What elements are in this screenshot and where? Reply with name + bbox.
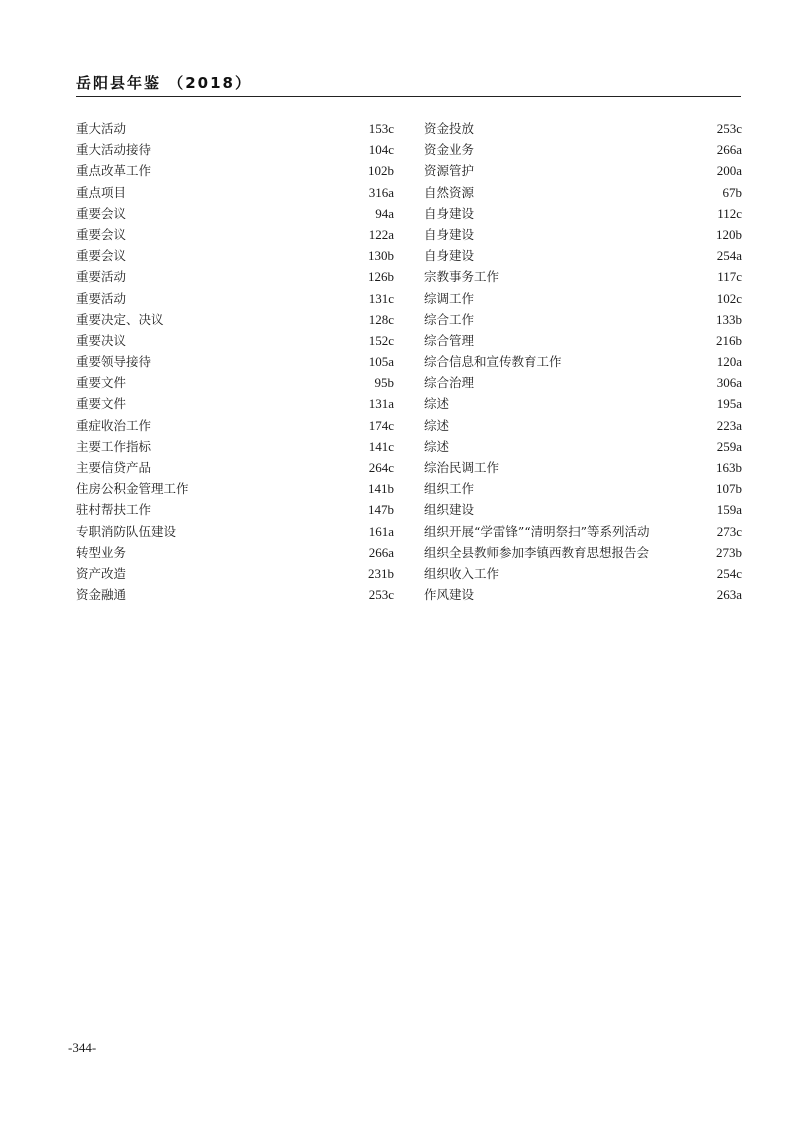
index-entry xyxy=(424,393,742,414)
index-term: 转型业务 xyxy=(76,544,127,560)
index-page-ref: 131c xyxy=(368,290,394,306)
index-entry xyxy=(76,563,394,584)
index-page-ref: 152c xyxy=(368,332,394,348)
index-page-ref: 231b xyxy=(368,565,394,581)
index-term: 重点项目 xyxy=(76,184,127,200)
index-entry xyxy=(76,351,394,372)
index-page-ref: 306a xyxy=(716,375,742,391)
index-entry xyxy=(424,415,742,436)
index-page-ref: 253c xyxy=(716,121,742,136)
index-term: 综述 xyxy=(424,417,450,433)
index-page-ref: 126b xyxy=(368,269,394,285)
index-entry xyxy=(424,118,742,139)
index-entry xyxy=(76,182,394,203)
index-page-ref: 273b xyxy=(716,544,742,560)
index-page-ref: 107b xyxy=(716,481,742,497)
index-entry xyxy=(76,330,394,351)
index-entry xyxy=(76,415,394,436)
index-page-ref: 163b xyxy=(716,460,742,475)
index-term: 综治民调工作 xyxy=(424,460,500,475)
index-term: 重要文件 xyxy=(76,375,127,391)
index-entry xyxy=(424,224,742,245)
index-entry xyxy=(424,245,742,266)
index-entry xyxy=(424,436,742,457)
index-term: 综述 xyxy=(424,396,450,412)
index-page-ref: 94a xyxy=(375,205,394,221)
index-term: 组织开展“学雷锋”“清明祭扫”等系列活动 xyxy=(424,523,650,539)
index-term: 重症收治工作 xyxy=(76,417,152,433)
index-term: 综合工作 xyxy=(424,311,475,327)
index-term: 资金业务 xyxy=(424,142,475,158)
index-term: 资源管护 xyxy=(424,163,475,179)
index-page-ref: 120a xyxy=(716,354,742,370)
index-page-ref: 131a xyxy=(368,396,394,412)
index-page-ref: 259a xyxy=(716,438,742,454)
index-term: 综调工作 xyxy=(424,290,475,306)
index-page-ref: 195a xyxy=(716,396,742,412)
index-entry xyxy=(424,478,742,499)
index-page-ref: 105a xyxy=(368,354,394,370)
index-page-ref: 264c xyxy=(368,460,394,475)
index-entry xyxy=(76,160,394,181)
index-term: 重要会议 xyxy=(76,226,127,242)
index-term: 专职消防队伍建设 xyxy=(76,523,177,539)
index-entry xyxy=(76,224,394,245)
index-term: 组织收入工作 xyxy=(424,565,500,581)
book-title: 岳阳县年鉴 （2018） xyxy=(76,74,252,92)
index-page-ref: 104c xyxy=(368,142,394,158)
index-term: 综合管理 xyxy=(424,332,475,348)
index-term: 重要文件 xyxy=(76,396,127,412)
index-term: 重要决议 xyxy=(76,332,127,348)
index-column-right xyxy=(424,118,742,605)
index-term: 自然资源 xyxy=(424,184,475,200)
index-page-ref: 141b xyxy=(368,481,394,497)
index-term: 组织全县教师参加李镇西教育思想报告会 xyxy=(424,544,650,560)
index-entry xyxy=(424,563,742,584)
index-page-ref: 200a xyxy=(716,163,742,179)
index-page-ref: 112c xyxy=(717,205,742,221)
index-term: 自身建设 xyxy=(424,205,475,221)
index-page-ref: 117c xyxy=(717,269,742,285)
index-entry xyxy=(424,203,742,224)
index-term: 宗教事务工作 xyxy=(424,269,500,285)
index-term: 组织建设 xyxy=(424,502,475,518)
index-page-ref: 102c xyxy=(716,290,742,306)
index-entry xyxy=(76,372,394,393)
index-page-ref: 159a xyxy=(716,502,742,518)
index-entry xyxy=(76,118,394,139)
index-entry xyxy=(424,160,742,181)
index-entry xyxy=(424,542,742,563)
index-entry xyxy=(424,266,742,287)
index-term: 重要会议 xyxy=(76,205,127,221)
index-entry xyxy=(424,309,742,330)
index-page-ref: 102b xyxy=(368,163,394,179)
index-entry xyxy=(76,584,394,605)
index-entry xyxy=(424,351,742,372)
index-term: 重要领导接待 xyxy=(76,354,152,370)
index-page-ref: 128c xyxy=(368,311,394,327)
index-entry xyxy=(424,288,742,309)
index-entry xyxy=(424,457,742,478)
index-page-ref: 130b xyxy=(368,248,394,264)
index-page-ref: 95b xyxy=(374,375,394,391)
index-entry xyxy=(424,499,742,520)
running-header xyxy=(76,70,741,97)
index-entry xyxy=(76,288,394,309)
index-entry xyxy=(424,372,742,393)
index-page-ref: 147b xyxy=(368,502,394,518)
index-page-ref: 266a xyxy=(716,142,742,158)
index-entry xyxy=(76,542,394,563)
index-term: 重要决定、决议 xyxy=(76,311,164,327)
index-entry xyxy=(424,182,742,203)
index-page-ref: 133b xyxy=(716,311,742,327)
index-entry xyxy=(424,584,742,605)
index-entry xyxy=(76,139,394,160)
index-page-ref: 153c xyxy=(368,121,394,136)
index-entry xyxy=(76,457,394,478)
index-term: 重要活动 xyxy=(76,269,127,285)
index-page-ref: 141c xyxy=(368,438,394,454)
index-page-ref: 67b xyxy=(722,184,742,200)
page-number: -344- xyxy=(68,1040,97,1055)
index-term: 重大活动接待 xyxy=(76,142,152,158)
index-term: 重大活动 xyxy=(76,121,127,136)
index-term: 综合信息和宣传教育工作 xyxy=(424,354,562,370)
index-entry xyxy=(76,436,394,457)
index-entry xyxy=(76,266,394,287)
index-term: 主要信贷产品 xyxy=(76,460,152,475)
index-term: 作风建设 xyxy=(424,587,475,603)
index-entry xyxy=(424,521,742,542)
index-entry xyxy=(76,245,394,266)
index-term: 驻村帮扶工作 xyxy=(76,502,152,518)
index-page-ref: 174c xyxy=(368,417,394,433)
index-term: 重点改革工作 xyxy=(76,163,152,179)
index-page-ref: 161a xyxy=(368,523,394,539)
index-term: 综合治理 xyxy=(424,375,475,391)
index-term: 重要会议 xyxy=(76,248,127,264)
index-entry xyxy=(76,393,394,414)
index-term: 主要工作指标 xyxy=(76,438,152,454)
index-term: 综述 xyxy=(424,438,450,454)
index-entry xyxy=(76,309,394,330)
index-page-ref: 254c xyxy=(716,565,742,581)
index-page-ref: 216b xyxy=(716,332,742,348)
index-term: 自身建设 xyxy=(424,248,475,264)
index-page-ref: 254a xyxy=(716,248,742,264)
index-entry xyxy=(76,521,394,542)
index-entry xyxy=(76,499,394,520)
index-page-ref: 120b xyxy=(716,226,742,242)
index-page-ref: 122a xyxy=(368,226,394,242)
index-term: 自身建设 xyxy=(424,226,475,242)
index-page-ref: 253c xyxy=(368,587,394,603)
index-term: 资产改造 xyxy=(76,565,127,581)
index-term: 资金投放 xyxy=(424,121,475,136)
index-term: 住房公积金管理工作 xyxy=(76,481,189,497)
index-page-ref: 273c xyxy=(716,523,742,539)
index-page-ref: 223a xyxy=(716,417,742,433)
index-page-ref: 266a xyxy=(368,544,394,560)
index-term: 资金融通 xyxy=(76,587,127,603)
index-page-ref: 316a xyxy=(368,184,394,200)
index-entry xyxy=(76,203,394,224)
index-column-left xyxy=(76,118,394,605)
index-term: 组织工作 xyxy=(424,481,475,497)
index-page-ref: 263a xyxy=(716,587,742,603)
index-entry xyxy=(424,139,742,160)
index-term: 重要活动 xyxy=(76,290,127,306)
index-entry xyxy=(76,478,394,499)
index-entry xyxy=(424,330,742,351)
